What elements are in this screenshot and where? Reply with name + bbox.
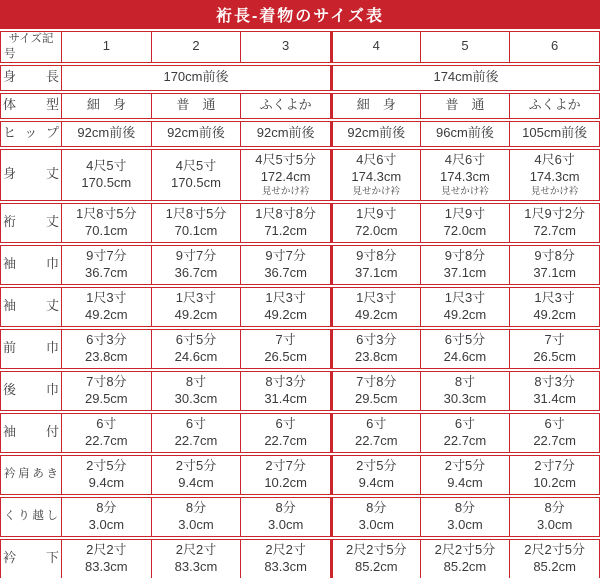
size-cell [510, 329, 600, 369]
size-cell [62, 497, 152, 537]
cell-line: 8寸 [454, 373, 476, 389]
cell-line: 1尺3寸 [356, 289, 397, 305]
size-cell [510, 455, 600, 495]
cell-line: 9.4cm [447, 474, 483, 490]
cell-line: 49.2cm [85, 306, 128, 322]
size-cell [241, 413, 331, 453]
cell-line: 9寸7分 [86, 247, 127, 263]
cell-line: 22.7cm [533, 432, 576, 448]
row-label: サイズ記号 [0, 31, 62, 63]
size-cell [241, 203, 331, 243]
cell-line: 9寸8分 [534, 247, 575, 263]
size-cell [241, 121, 331, 147]
cell-line: 36.7cm [174, 264, 218, 280]
cell-line: 49.2cm [354, 306, 398, 322]
cell-line: 7寸 [544, 331, 565, 347]
cell-line: 24.6cm [443, 348, 487, 364]
cell-line: 3.0cm [178, 516, 214, 532]
size-cell [421, 121, 511, 147]
cell-line: 細 身 [356, 97, 396, 113]
cell-line: 83.3cm [85, 558, 128, 574]
cell-line: 6寸 [366, 415, 387, 431]
size-cell [510, 497, 600, 537]
size-cell [241, 539, 331, 578]
table-row [0, 539, 600, 578]
row-label: 後巾 [0, 371, 62, 411]
cell-line: 6寸 [96, 415, 117, 431]
table-row [0, 31, 600, 63]
cell-line: 9.4cm [178, 474, 214, 490]
size-cell [331, 149, 421, 201]
size-cell [510, 539, 600, 578]
cell-line: 26.5cm [533, 348, 576, 364]
size-cell [331, 497, 421, 537]
cell-line: 3.0cm [358, 516, 394, 532]
cell-line: 49.2cm [264, 306, 307, 322]
cell-line: 26.5cm [264, 348, 307, 364]
cell-line: 83.3cm [264, 558, 307, 574]
row-label: ヒップ [0, 121, 62, 147]
size-cell [510, 149, 600, 201]
table-row [0, 413, 600, 453]
cell-line: 6寸5分 [444, 331, 486, 347]
cell-line: 23.8cm [354, 348, 398, 364]
size-cell [421, 93, 511, 119]
cell-line: 6寸3分 [356, 331, 397, 347]
cell-line: 37.1cm [533, 264, 576, 280]
cell-line: 71.2cm [264, 222, 307, 238]
cell-line: 9寸7分 [265, 247, 306, 263]
cell-line: 92cm前後 [256, 125, 315, 141]
size-cell [331, 245, 421, 285]
cell-line: 3.0cm [88, 516, 125, 532]
size-cell [152, 149, 242, 201]
size-cell [510, 121, 600, 147]
cell-line: 6寸 [275, 415, 296, 431]
size-cell [152, 203, 242, 243]
size-cell [421, 413, 511, 453]
page-title: 裄長-着物のサイズ表 [0, 0, 600, 29]
cell-line: 72.0cm [443, 222, 487, 238]
size-cell [331, 93, 421, 119]
cell-line: 1尺8寸8分 [255, 205, 316, 221]
size-cell [62, 121, 152, 147]
row-label: 袖巾 [0, 245, 62, 285]
cell-line: 5 [461, 38, 469, 54]
size-cell [152, 413, 242, 453]
cell-line: 4尺5寸 [175, 157, 217, 173]
cell-line: 70.1cm [85, 222, 128, 238]
size-cell [510, 371, 600, 411]
cell-line: 49.2cm [533, 306, 576, 322]
size-cell [152, 93, 242, 119]
cell-line: 2寸5分 [356, 457, 397, 473]
cell-line: 1尺9寸2分 [524, 205, 585, 221]
cell-line: 2尺2寸 [175, 541, 217, 557]
row-label: くり越し [0, 497, 62, 537]
cell-line: 105cm前後 [522, 125, 588, 141]
size-cell [62, 455, 152, 495]
cell-line: 174cm前後 [433, 69, 499, 85]
cell-line: 9寸7分 [175, 247, 217, 263]
row-label: 裄丈 [0, 203, 62, 243]
cell-line: 174.3cm [529, 169, 580, 185]
cell-line: 30.3cm [174, 390, 218, 406]
cell-line: 2尺2寸5分 [434, 541, 496, 557]
size-cell [241, 287, 331, 327]
cell-line: 2尺2寸 [265, 541, 306, 557]
size-cell [62, 287, 152, 327]
cell-line: 170.5cm [171, 174, 221, 190]
table-row [0, 149, 600, 201]
cell-line: ふくよか [259, 97, 312, 113]
cell-line: 1尺8寸5分 [75, 205, 137, 221]
size-cell [331, 371, 421, 411]
cell-line: 72.7cm [533, 222, 576, 238]
cell-line: 4尺5寸 [86, 157, 127, 173]
table-row [0, 203, 600, 243]
size-cell [241, 149, 331, 201]
size-cell [421, 287, 511, 327]
table-row [0, 329, 600, 369]
cell-line: 22.7cm [85, 432, 128, 448]
table-row [0, 245, 600, 285]
cell-line: 2尺2寸 [86, 541, 127, 557]
size-cell [62, 149, 152, 201]
table-row [0, 455, 600, 495]
cell-line: 3 [282, 38, 290, 54]
cell-line: 1尺3寸 [534, 289, 575, 305]
cell-line: 6寸 [544, 415, 565, 431]
cell-line: 2尺2寸5分 [524, 541, 585, 557]
cell-line: 1尺3寸 [86, 289, 127, 305]
cell-line: 9寸8分 [444, 247, 486, 263]
cell-line: 22.7cm [443, 432, 487, 448]
size-cell [62, 539, 152, 578]
cell-line: 8寸 [185, 373, 207, 389]
cell-line: 8寸3分 [534, 373, 575, 389]
size-cell [331, 65, 600, 91]
size-cell [62, 65, 331, 91]
cell-line: 22.7cm [174, 432, 218, 448]
cell-note: 見せかけ衿 [441, 186, 489, 198]
size-cell [241, 455, 331, 495]
size-cell [421, 203, 511, 243]
cell-line: 細 身 [86, 97, 126, 113]
cell-line: 170cm前後 [163, 69, 229, 85]
cell-line: 4尺6寸 [356, 152, 397, 168]
size-cell [331, 539, 421, 578]
cell-line: 2寸5分 [444, 457, 486, 473]
size-cell [152, 245, 242, 285]
cell-line: 96cm前後 [436, 125, 494, 141]
size-cell [241, 31, 331, 63]
cell-line: 8分 [185, 499, 207, 515]
size-cell [152, 497, 242, 537]
size-cell [62, 203, 152, 243]
row-label: 身長 [0, 65, 62, 91]
size-cell [331, 455, 421, 495]
cell-line: 普 通 [176, 97, 216, 113]
size-cell [331, 203, 421, 243]
cell-line: 49.2cm [174, 306, 218, 322]
size-cell [62, 371, 152, 411]
cell-line: 4 [372, 38, 380, 54]
cell-line: 70.1cm [174, 222, 218, 238]
cell-line: 8分 [454, 499, 476, 515]
cell-line: 普 通 [445, 97, 485, 113]
cell-line: 29.5cm [85, 390, 128, 406]
size-cell [62, 245, 152, 285]
cell-line: 6 [551, 38, 559, 54]
table-row [0, 65, 600, 91]
cell-line: 174.3cm [351, 169, 402, 185]
size-cell [510, 31, 600, 63]
cell-line: 37.1cm [354, 264, 398, 280]
size-cell [241, 93, 331, 119]
cell-line: 172.4cm [260, 169, 311, 185]
cell-line: 31.4cm [264, 390, 307, 406]
cell-line: 92cm前後 [77, 125, 136, 141]
cell-line: 2寸7分 [534, 457, 575, 473]
cell-line: 83.3cm [174, 558, 218, 574]
cell-line: 2尺2寸5分 [345, 541, 407, 557]
row-label: 体型 [0, 93, 62, 119]
cell-line: 8分 [366, 499, 387, 515]
size-cell [421, 497, 511, 537]
size-cell [62, 93, 152, 119]
cell-line: 1尺3寸 [444, 289, 486, 305]
size-cell [510, 245, 600, 285]
cell-line: 85.2cm [443, 558, 487, 574]
size-cell [421, 149, 511, 201]
row-label: 袖丈 [0, 287, 62, 327]
cell-line: 72.0cm [354, 222, 398, 238]
row-label: 衿下 [0, 539, 62, 578]
cell-note: 見せかけ衿 [530, 186, 579, 198]
size-cell [331, 329, 421, 369]
cell-line: 2寸7分 [265, 457, 306, 473]
table-row [0, 121, 600, 147]
row-label: 身丈 [0, 149, 62, 201]
cell-line: 1尺9寸 [356, 205, 397, 221]
cell-line: 37.1cm [443, 264, 487, 280]
cell-line: 2寸5分 [175, 457, 217, 473]
size-cell [152, 539, 242, 578]
cell-line: 85.2cm [354, 558, 398, 574]
size-cell [152, 287, 242, 327]
cell-note: 見せかけ衿 [352, 186, 401, 198]
size-cell [241, 329, 331, 369]
size-cell [152, 31, 242, 63]
row-label: 衿肩あき [0, 455, 62, 495]
table-row [0, 371, 600, 411]
cell-line: 1尺9寸 [444, 205, 486, 221]
cell-line: 174.3cm [440, 169, 490, 185]
size-cell [152, 371, 242, 411]
size-cell [421, 245, 511, 285]
size-cell [510, 287, 600, 327]
row-label: 前巾 [0, 329, 62, 369]
cell-line: 4尺6寸 [534, 152, 575, 168]
cell-line: 6寸5分 [175, 331, 217, 347]
size-cell [421, 31, 511, 63]
cell-line: 2寸5分 [86, 457, 127, 473]
size-table [0, 29, 600, 578]
cell-line: 7寸8分 [86, 373, 127, 389]
size-cell [421, 539, 511, 578]
cell-line: 4尺6寸 [444, 152, 486, 168]
cell-line: 29.5cm [354, 390, 398, 406]
cell-line: 22.7cm [264, 432, 307, 448]
cell-line: 9寸8分 [356, 247, 397, 263]
cell-line: 92cm前後 [347, 125, 406, 141]
cell-line: 3.0cm [447, 516, 483, 532]
size-cell [152, 455, 242, 495]
cell-line: 6寸3分 [86, 331, 127, 347]
size-cell [510, 93, 600, 119]
cell-line: 8分 [96, 499, 117, 515]
size-cell [241, 371, 331, 411]
size-table-body [0, 31, 600, 578]
cell-line: 8分 [544, 499, 565, 515]
size-cell [421, 455, 511, 495]
cell-line: 92cm前後 [167, 125, 225, 141]
cell-line: 7寸8分 [356, 373, 397, 389]
cell-line: 7寸 [275, 331, 296, 347]
size-cell [62, 31, 152, 63]
size-cell [241, 497, 331, 537]
cell-line: 36.7cm [85, 264, 128, 280]
row-label: 袖付 [0, 413, 62, 453]
size-cell [331, 413, 421, 453]
cell-line: 9.4cm [358, 474, 394, 490]
size-cell [510, 203, 600, 243]
cell-line: 10.2cm [264, 474, 307, 490]
cell-line: 36.7cm [264, 264, 307, 280]
cell-line: 22.7cm [354, 432, 398, 448]
size-cell [331, 121, 421, 147]
cell-line: 30.3cm [443, 390, 487, 406]
cell-line: 3.0cm [536, 516, 573, 532]
size-cell [421, 371, 511, 411]
size-cell [331, 287, 421, 327]
table-row [0, 497, 600, 537]
size-cell [62, 413, 152, 453]
cell-line: 1尺3寸 [175, 289, 217, 305]
size-cell [62, 329, 152, 369]
cell-line: 85.2cm [533, 558, 576, 574]
cell-line: 9.4cm [88, 474, 125, 490]
cell-note: 見せかけ衿 [261, 186, 310, 198]
cell-line: 1尺8寸5分 [165, 205, 227, 221]
cell-line: 6寸 [454, 415, 476, 431]
size-cell [421, 329, 511, 369]
size-cell [152, 329, 242, 369]
cell-line: 1尺3寸 [265, 289, 306, 305]
cell-line: 3.0cm [267, 516, 304, 532]
size-cell [152, 121, 242, 147]
cell-line: 10.2cm [533, 474, 576, 490]
cell-line: 1 [102, 38, 110, 54]
cell-line: 4尺5寸5分 [255, 152, 316, 168]
cell-line: 170.5cm [81, 174, 132, 190]
table-row [0, 287, 600, 327]
cell-line: 8分 [275, 499, 296, 515]
cell-line: ふくよか [528, 97, 581, 113]
cell-line: 24.6cm [174, 348, 218, 364]
size-cell [510, 413, 600, 453]
table-row [0, 93, 600, 119]
size-cell [331, 31, 421, 63]
cell-line: 8寸3分 [265, 373, 306, 389]
cell-line: 23.8cm [85, 348, 128, 364]
cell-line: 49.2cm [443, 306, 487, 322]
cell-line: 31.4cm [533, 390, 576, 406]
cell-line: 2 [192, 38, 200, 54]
cell-line: 6寸 [185, 415, 207, 431]
size-cell [241, 245, 331, 285]
